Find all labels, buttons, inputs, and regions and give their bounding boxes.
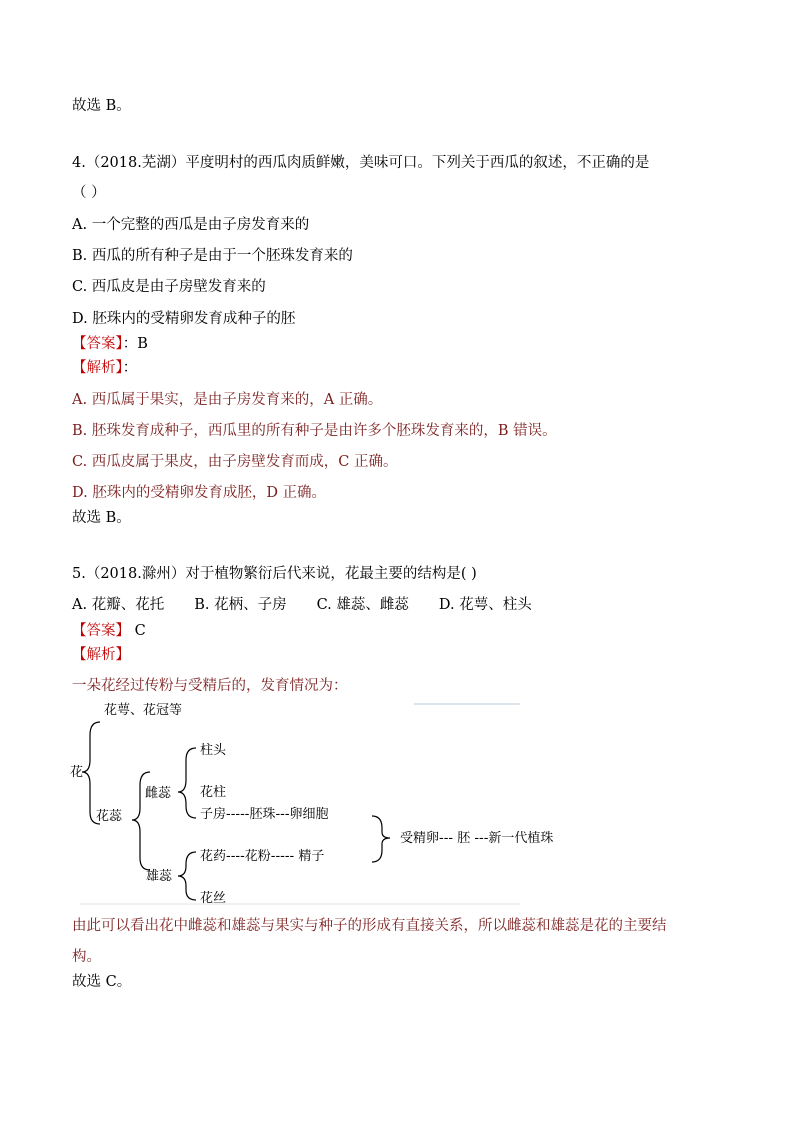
pistil-brace (178, 748, 196, 818)
q5-analysis-heading (72, 645, 130, 665)
q5-stem: 5.（2018.滁州）对于植物繁衍后代来说，花最主要的结构是( ) (72, 566, 477, 582)
diagram-flower: 花 (70, 765, 84, 780)
q5-answer-value: C (130, 623, 146, 639)
stamen-brace (178, 852, 196, 900)
q4-stem: 4.（2018.芜湖）平度明村的西瓜肉质鲜嫩，美味可口。下列关于西瓜的叙述，不正确的是 (72, 155, 650, 171)
q4-answer-label: 【答案】 (72, 336, 123, 352)
q4-analysis-heading (72, 358, 137, 378)
q5-option-a: A. 花瓣、花托 (72, 597, 165, 613)
q4-analysis-a: A. 西瓜属于果实，是由子房发育来的，A 正确。 (72, 392, 383, 408)
q5-answer (72, 621, 146, 641)
q4-paren: （ ） (72, 185, 106, 201)
diagram-stigma: 柱头 (200, 743, 227, 758)
diagram-filament: 花丝 (200, 891, 227, 906)
diagram-pistil: 雌蕊 (145, 786, 172, 801)
q5-conclusion: 故选 C。 (72, 974, 132, 990)
q4-conclusion: 故选 B。 (72, 510, 131, 526)
q4-analysis-suffix: ： (122, 360, 138, 376)
q4-analysis-label: 【解析】 (72, 360, 123, 376)
q4-option-c: C. 西瓜皮是由子房壁发育来的 (72, 279, 266, 295)
q5-analysis-label: 【解析】 (72, 647, 130, 663)
q4-analysis-b: B. 胚珠发育成种子，西瓜里的所有种子是由许多个胚珠发育来的，B 错误。 (72, 423, 557, 439)
q4-option-a: A. 一个完整的西瓜是由子房发育来的 (72, 217, 310, 233)
q5-option-d: D. 花萼、柱头 (438, 597, 532, 613)
q4-analysis-d: D. 胚珠内的受精卵发育成胚，D 正确。 (72, 485, 327, 501)
diagram-pistil-stamen: 花蕊 (96, 809, 123, 824)
q4-answer (72, 334, 148, 354)
q5-options (72, 595, 532, 615)
diagram-style: 花柱 (200, 785, 227, 800)
q5-summary-line1: 由此可以看出花中雌蕊和雄蕊与果实与种子的形成有直接关系，所以雌蕊和雄蕊是花的主要结 (72, 918, 667, 934)
diagram-stamen: 雄蕊 (146, 869, 173, 884)
fertilization-brace (372, 816, 390, 862)
q5-option-b: B. 花柄、子房 (194, 597, 287, 613)
flower-brace (82, 722, 100, 824)
q4-analysis-c: C. 西瓜皮属于果皮，由子房壁发育而成，C 正确。 (72, 454, 398, 470)
diagram-result: 受精卵--- 胚 ---新一代植珠 (400, 831, 554, 846)
q4-option-b: B. 西瓜的所有种子是由于一个胚珠发育来的 (72, 248, 353, 264)
pistil-stamen-brace (132, 772, 150, 870)
q4-answer-value: ：B (122, 336, 148, 352)
top-conclusion: 故选 B。 (72, 98, 131, 114)
diagram-sepal-corolla: 花萼、花冠等 (104, 703, 183, 718)
q5-option-c: C. 雄蕊、雌蕊 (316, 597, 409, 613)
q5-intro: 一朵花经过传粉与受精后的，发育情况为： (72, 678, 348, 694)
diagram-ovary-chain: 子房-----胚珠---卵细胞 (200, 807, 329, 822)
q5-answer-label: 【答案】 (72, 623, 130, 639)
diagram-anther-chain: 花药----花粉----- 精子 (200, 849, 325, 864)
q5-summary-line2: 构。 (72, 949, 101, 965)
q4-option-d: D. 胚珠内的受精卵发育成种子的胚 (72, 311, 296, 327)
